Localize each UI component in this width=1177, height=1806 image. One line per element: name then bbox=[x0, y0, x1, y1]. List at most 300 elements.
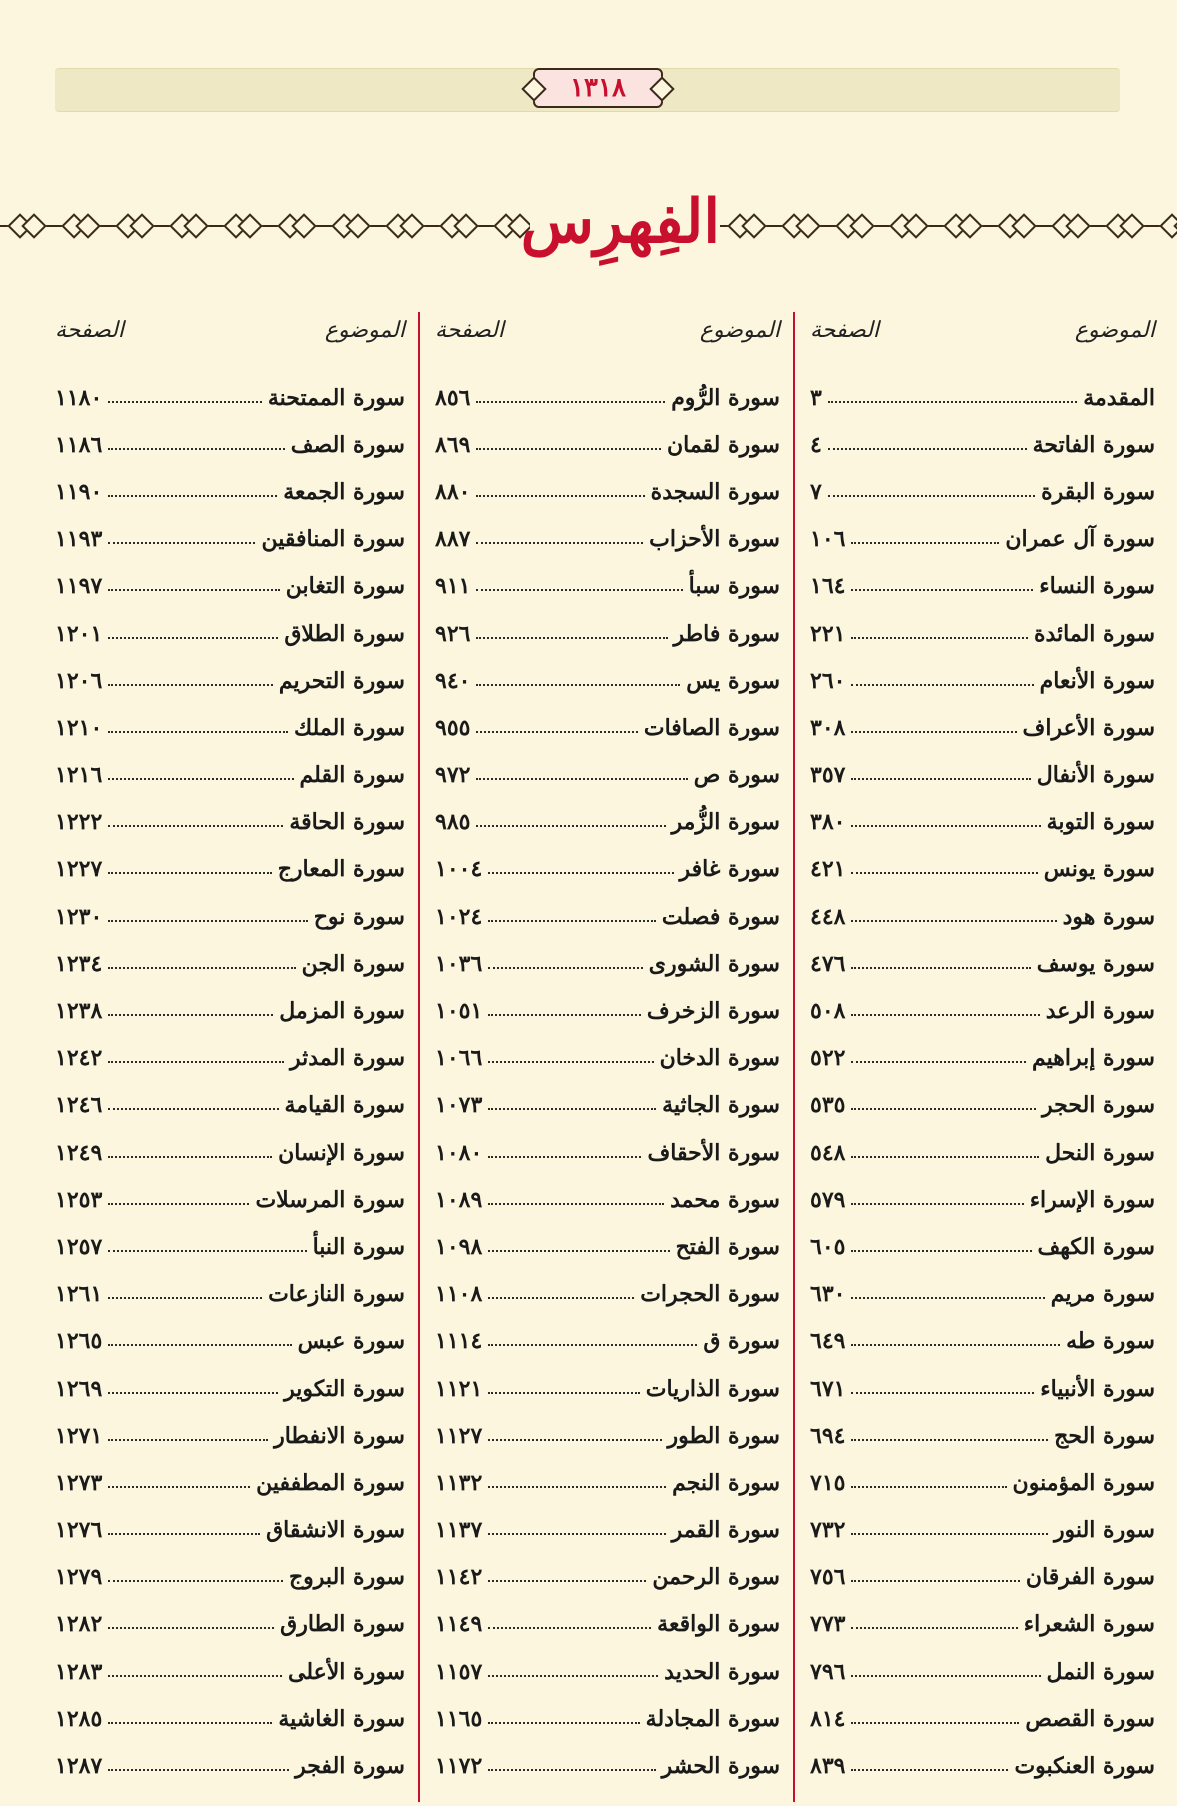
entry-page: ٦٩٤ bbox=[810, 1422, 846, 1449]
entry-title: سورة لقمان bbox=[666, 431, 780, 458]
ornament-motif bbox=[67, 216, 95, 236]
entry-page: ١٢٠٦ bbox=[55, 667, 103, 694]
index-entry bbox=[810, 1695, 1155, 1742]
leader-dots bbox=[828, 401, 1077, 403]
entry-page: ١٢٢٧ bbox=[55, 856, 103, 883]
entry-title: سورة النجم bbox=[672, 1469, 780, 1496]
entry-page: ١٢٥٧ bbox=[55, 1233, 103, 1260]
entry-page: ٨٦٩ bbox=[435, 431, 471, 458]
index-entry bbox=[435, 1223, 780, 1270]
entry-page: ٤٤٨ bbox=[810, 903, 846, 930]
entry-title: سورة القلم bbox=[299, 762, 405, 789]
entry-title: سورة الصف bbox=[290, 431, 405, 458]
leader-dots bbox=[476, 401, 665, 403]
entry-page: ١١٩٣ bbox=[55, 526, 103, 553]
leader-dots bbox=[488, 872, 673, 874]
entry-page: ١٢٣٨ bbox=[55, 998, 103, 1025]
entry-title: سورة الأحقاف bbox=[647, 1139, 780, 1166]
entry-title: سورة الجن bbox=[301, 950, 405, 977]
entry-title: سورة الإسراء bbox=[1029, 1186, 1155, 1213]
entry-page: ١٢٦٥ bbox=[55, 1328, 103, 1355]
leader-dots bbox=[851, 1769, 1008, 1771]
entry-title: سورة الطور bbox=[667, 1422, 780, 1449]
entry-title: سورة الحجر bbox=[1042, 1092, 1155, 1119]
leader-dots bbox=[108, 589, 279, 591]
index-entry bbox=[55, 610, 405, 657]
leader-dots bbox=[851, 1156, 1039, 1158]
leader-dots bbox=[488, 1627, 651, 1629]
index-entry bbox=[810, 421, 1155, 468]
entry-title: سورة الإنسان bbox=[278, 1139, 405, 1166]
leader-dots bbox=[851, 731, 1016, 733]
index-entry bbox=[435, 1459, 780, 1506]
entry-page: ٣٨٠ bbox=[810, 809, 846, 836]
entry-title: سورة غافر bbox=[679, 856, 780, 883]
topic-header: الموضوع bbox=[1074, 318, 1155, 343]
index-entry bbox=[55, 421, 405, 468]
entry-page: ١٠٧٣ bbox=[435, 1092, 483, 1119]
column-header bbox=[55, 318, 405, 358]
index-entry bbox=[435, 1271, 780, 1318]
leader-dots bbox=[851, 1108, 1036, 1110]
entry-page: ١٦٤ bbox=[810, 573, 846, 600]
index-entry bbox=[810, 1648, 1155, 1695]
entry-page: ٨٥٦ bbox=[435, 384, 471, 411]
entry-page: ٩٨٥ bbox=[435, 809, 471, 836]
leader-dots bbox=[851, 1250, 1031, 1252]
entry-page: ١١٢٧ bbox=[435, 1422, 483, 1449]
index-column-3 bbox=[55, 318, 405, 1790]
leader-dots bbox=[851, 967, 1030, 969]
index-entry bbox=[810, 1129, 1155, 1176]
ornament-motif bbox=[283, 216, 311, 236]
entry-page: ١٢٨٥ bbox=[55, 1705, 103, 1732]
entry-page: ١٢٧٩ bbox=[55, 1564, 103, 1591]
index-entry bbox=[810, 704, 1155, 751]
entry-page: ٧٩٦ bbox=[810, 1658, 846, 1685]
entry-title: سورة الفتح bbox=[675, 1233, 780, 1260]
entry-page: ٥٣٥ bbox=[810, 1092, 846, 1119]
index-entry bbox=[55, 1365, 405, 1412]
index-column-2 bbox=[435, 318, 780, 1790]
index-entry bbox=[810, 799, 1155, 846]
page-header: الصفحة bbox=[55, 318, 125, 343]
index-entry bbox=[435, 1318, 780, 1365]
entry-title: سورة الزُّمر bbox=[671, 809, 780, 836]
entry-title: سورة الفاتحة bbox=[1032, 431, 1155, 458]
ornament-motif bbox=[895, 216, 923, 236]
leader-dots bbox=[108, 684, 273, 686]
index-entry bbox=[55, 987, 405, 1034]
entry-page: ١٢٧٦ bbox=[55, 1517, 103, 1544]
entry-title: سورة الحديد bbox=[664, 1658, 780, 1685]
ornament-motif bbox=[1165, 216, 1177, 236]
entry-title: سورة القيامة bbox=[284, 1092, 405, 1119]
entry-page: ٥٧٩ bbox=[810, 1186, 846, 1213]
index-entry bbox=[55, 1412, 405, 1459]
leader-dots bbox=[488, 1108, 656, 1110]
leader-dots bbox=[488, 1014, 641, 1016]
index-entry bbox=[55, 1695, 405, 1742]
entry-title: سورة المجادلة bbox=[645, 1705, 780, 1732]
entry-list bbox=[55, 374, 405, 1790]
entry-page: ٨٨٧ bbox=[435, 526, 471, 553]
index-entry bbox=[435, 893, 780, 940]
entry-title: سورة الصافات bbox=[643, 714, 780, 741]
entry-title: سورة مريم bbox=[1050, 1281, 1155, 1308]
leader-dots bbox=[476, 589, 682, 591]
leader-dots bbox=[851, 1627, 1017, 1629]
leader-dots bbox=[476, 778, 687, 780]
leader-dots bbox=[488, 1769, 655, 1771]
index-entry bbox=[55, 563, 405, 610]
entry-page: ١٢٦١ bbox=[55, 1281, 103, 1308]
entry-page: ١١٣٧ bbox=[435, 1517, 483, 1544]
entry-title: سورة عبس bbox=[297, 1328, 405, 1355]
entry-title: سورة التكوير bbox=[284, 1375, 405, 1402]
index-entry bbox=[435, 1412, 780, 1459]
index-entry bbox=[810, 657, 1155, 704]
entry-title: سورة الأعراف bbox=[1022, 714, 1155, 741]
index-entry bbox=[810, 563, 1155, 610]
index-entry bbox=[810, 1176, 1155, 1223]
ornament-motif bbox=[13, 216, 41, 236]
leader-dots bbox=[108, 495, 277, 497]
entry-title: سورة الحاقة bbox=[289, 809, 405, 836]
index-entry bbox=[435, 421, 780, 468]
entry-page: ١٢٠١ bbox=[55, 620, 103, 647]
index-entry bbox=[435, 1742, 780, 1789]
leader-dots bbox=[851, 637, 1028, 639]
index-entry bbox=[435, 1695, 780, 1742]
entry-page: ١١٨٦ bbox=[55, 431, 103, 458]
entry-page: ٤٧٦ bbox=[810, 950, 846, 977]
entry-page: ١٠٠٤ bbox=[435, 856, 483, 883]
entry-page: ١٢٣٤ bbox=[55, 950, 103, 977]
index-entry bbox=[810, 1412, 1155, 1459]
entry-title: سورة السجدة bbox=[650, 478, 780, 505]
entry-title: سورة العنكبوت bbox=[1014, 1753, 1155, 1780]
entry-page: ٣٥٧ bbox=[810, 762, 846, 789]
index-entry bbox=[435, 374, 780, 421]
entry-title: سورة الأحزاب bbox=[649, 526, 780, 553]
entry-page: ٩٤٠ bbox=[435, 667, 471, 694]
entry-page: ١١٣٢ bbox=[435, 1469, 483, 1496]
entry-title: سورة الرُّوم bbox=[671, 384, 780, 411]
leader-dots bbox=[851, 1344, 1060, 1346]
leader-dots bbox=[488, 1533, 665, 1535]
entry-title: سورة المائدة bbox=[1033, 620, 1155, 647]
entry-title: سورة الدخان bbox=[659, 1045, 780, 1072]
entry-page: ٧١٥ bbox=[810, 1469, 846, 1496]
entry-title: سورة ص bbox=[693, 762, 780, 789]
entry-title: سورة التحريم bbox=[278, 667, 405, 694]
entry-title: سورة المعارج bbox=[277, 856, 405, 883]
entry-page: ٧٧٣ bbox=[810, 1611, 846, 1638]
leader-dots bbox=[851, 684, 1033, 686]
leader-dots bbox=[108, 1203, 249, 1205]
leader-dots bbox=[828, 495, 1035, 497]
entry-page: ١٢٦٩ bbox=[55, 1375, 103, 1402]
leader-dots bbox=[108, 872, 271, 874]
ornament-motif bbox=[175, 216, 203, 236]
index-entry bbox=[435, 610, 780, 657]
index-entry bbox=[55, 1554, 405, 1601]
entry-title: سورة النحل bbox=[1045, 1139, 1155, 1166]
index-entry bbox=[435, 1035, 780, 1082]
index-entry bbox=[810, 987, 1155, 1034]
index-entry bbox=[435, 1554, 780, 1601]
leader-dots bbox=[851, 1203, 1023, 1205]
leader-dots bbox=[108, 1297, 262, 1299]
index-entry bbox=[435, 468, 780, 515]
leader-dots bbox=[851, 1014, 1039, 1016]
entry-title: سورة الأنبياء bbox=[1040, 1375, 1155, 1402]
entry-page: ١٢٨٢ bbox=[55, 1611, 103, 1638]
entry-page: ٩٧٢ bbox=[435, 762, 471, 789]
ornament-motif bbox=[229, 216, 257, 236]
entry-title: سورة القمر bbox=[671, 1517, 780, 1544]
entry-title: سورة البقرة bbox=[1041, 478, 1155, 505]
index-entry bbox=[810, 1082, 1155, 1129]
index-entry bbox=[55, 1507, 405, 1554]
entry-page: ٤ bbox=[810, 431, 822, 458]
entry-page: ٣ bbox=[810, 384, 822, 411]
entry-title: سورة الرحمن bbox=[652, 1564, 780, 1591]
entry-page: ١١٨٠ bbox=[55, 384, 103, 411]
index-entry bbox=[55, 1129, 405, 1176]
entry-title: سورة سبأ bbox=[688, 573, 780, 600]
leader-dots bbox=[108, 542, 255, 544]
leader-dots bbox=[476, 495, 644, 497]
column-header bbox=[435, 318, 780, 358]
entry-page: ١٢٨٣ bbox=[55, 1658, 103, 1685]
index-entry bbox=[55, 704, 405, 751]
entry-page: ١١٤٢ bbox=[435, 1564, 483, 1591]
leader-dots bbox=[851, 1722, 1019, 1724]
index-entry bbox=[810, 1035, 1155, 1082]
entry-title: سورة الملك bbox=[294, 714, 405, 741]
ornament-border-right bbox=[720, 208, 1177, 244]
index-entry bbox=[810, 940, 1155, 987]
leader-dots bbox=[108, 1439, 268, 1441]
entry-title: سورة القصص bbox=[1025, 1705, 1155, 1732]
index-entry bbox=[55, 1035, 405, 1082]
entry-page: ١٢٨٧ bbox=[55, 1753, 103, 1780]
leader-dots bbox=[108, 778, 293, 780]
leader-dots bbox=[488, 1580, 646, 1582]
entry-title: سورة الكهف bbox=[1037, 1233, 1155, 1260]
entry-page: ٦٤٩ bbox=[810, 1328, 846, 1355]
leader-dots bbox=[851, 1533, 1047, 1535]
leader-dots bbox=[488, 1722, 639, 1724]
ornament-motif bbox=[1057, 216, 1085, 236]
index-entry bbox=[55, 752, 405, 799]
entry-title: سورة إبراهيم bbox=[1032, 1045, 1155, 1072]
index-entry bbox=[435, 1601, 780, 1648]
entry-page: ١١٩٠ bbox=[55, 478, 103, 505]
entry-page: ٩٥٥ bbox=[435, 714, 471, 741]
index-title: الفِهرِس bbox=[520, 187, 720, 257]
entry-title: سورة ق bbox=[703, 1328, 780, 1355]
entry-title: سورة فصلت bbox=[661, 903, 780, 930]
leader-dots bbox=[851, 589, 1033, 591]
entry-page: ٩٢٦ bbox=[435, 620, 471, 647]
leader-dots bbox=[108, 1344, 291, 1346]
entry-title: سورة الواقعة bbox=[657, 1611, 780, 1638]
entry-title: سورة الشعراء bbox=[1023, 1611, 1155, 1638]
leader-dots bbox=[108, 1250, 306, 1252]
entry-page: ٧٥٦ bbox=[810, 1564, 846, 1591]
entry-page: ١٠٣٦ bbox=[435, 950, 483, 977]
leader-dots bbox=[488, 920, 656, 922]
entry-page: ١٢٤٢ bbox=[55, 1045, 103, 1072]
leader-dots bbox=[851, 1675, 1040, 1677]
entry-title: سورة الجاثية bbox=[662, 1092, 780, 1119]
index-entry bbox=[55, 1223, 405, 1270]
index-entry bbox=[55, 1459, 405, 1506]
entry-title: سورة الزخرف bbox=[646, 998, 780, 1025]
leader-dots bbox=[488, 1392, 639, 1394]
index-entry bbox=[810, 846, 1155, 893]
index-entry bbox=[55, 1271, 405, 1318]
entry-page: ١١٤٩ bbox=[435, 1611, 483, 1638]
entry-title: سورة يس bbox=[686, 667, 780, 694]
leader-dots bbox=[851, 542, 999, 544]
entry-page: ١١٧٢ bbox=[435, 1753, 483, 1780]
leader-dots bbox=[488, 1486, 666, 1488]
entry-page: ٢٦٠ bbox=[810, 667, 846, 694]
leader-dots bbox=[108, 1061, 284, 1063]
index-entry bbox=[435, 704, 780, 751]
leader-dots bbox=[108, 401, 262, 403]
leader-dots bbox=[488, 1675, 658, 1677]
leader-dots bbox=[851, 1580, 1019, 1582]
leader-dots bbox=[476, 684, 680, 686]
entry-title: سورة الأعلى bbox=[287, 1658, 405, 1685]
entry-page: ٦٧١ bbox=[810, 1375, 846, 1402]
ornament-motif bbox=[733, 216, 761, 236]
entry-page: ١٠٥١ bbox=[435, 998, 483, 1025]
index-entry bbox=[55, 657, 405, 704]
index-entry bbox=[55, 1176, 405, 1223]
index-entry bbox=[55, 516, 405, 563]
leader-dots bbox=[488, 1061, 653, 1063]
index-entry bbox=[55, 1082, 405, 1129]
topic-header: الموضوع bbox=[699, 318, 780, 343]
leader-dots bbox=[476, 637, 667, 639]
entry-title: سورة النساء bbox=[1039, 573, 1155, 600]
entry-title: سورة المطففين bbox=[256, 1469, 405, 1496]
entry-page: ١٢٤٩ bbox=[55, 1139, 103, 1166]
ornament-motif bbox=[841, 216, 869, 236]
leader-dots bbox=[851, 920, 1056, 922]
ornament-motif bbox=[949, 216, 977, 236]
leader-dots bbox=[488, 1439, 661, 1441]
entry-page: ٦٠٥ bbox=[810, 1233, 846, 1260]
index-entry bbox=[810, 468, 1155, 515]
entry-title: سورة المؤمنون bbox=[1012, 1469, 1155, 1496]
entry-title: سورة يوسف bbox=[1036, 950, 1155, 977]
index-entry bbox=[810, 610, 1155, 657]
topic-header: الموضوع bbox=[324, 318, 405, 343]
entry-title: سورة نوح bbox=[313, 903, 405, 930]
entry-title: المقدمة bbox=[1083, 384, 1155, 411]
leader-dots bbox=[851, 1061, 1026, 1063]
entry-list bbox=[810, 374, 1155, 1790]
entry-page: ١٢١٦ bbox=[55, 762, 103, 789]
entry-title: سورة الطلاق bbox=[284, 620, 405, 647]
index-entry bbox=[435, 657, 780, 704]
entry-title: سورة النمل bbox=[1046, 1658, 1155, 1685]
leader-dots bbox=[476, 825, 665, 827]
column-header bbox=[810, 318, 1155, 358]
entry-title: سورة المدثر bbox=[290, 1045, 405, 1072]
ornament-border-left bbox=[0, 208, 530, 244]
entry-title: سورة الحشر bbox=[661, 1753, 780, 1780]
index-entry bbox=[810, 516, 1155, 563]
leader-dots bbox=[488, 1250, 669, 1252]
leader-dots bbox=[108, 637, 278, 639]
leader-dots bbox=[108, 1392, 278, 1394]
index-entry bbox=[435, 799, 780, 846]
entry-title: سورة محمد bbox=[670, 1186, 780, 1213]
leader-dots bbox=[488, 967, 642, 969]
entry-page: ٩١١ bbox=[435, 573, 471, 600]
index-column-1 bbox=[810, 318, 1155, 1790]
leader-dots bbox=[851, 778, 1030, 780]
entry-title: سورة البروج bbox=[288, 1564, 405, 1591]
entry-page: ١١٢١ bbox=[435, 1375, 483, 1402]
entry-page: ١٠٩٨ bbox=[435, 1233, 483, 1260]
index-entry bbox=[435, 846, 780, 893]
ornament-motif bbox=[445, 216, 473, 236]
index-entry bbox=[810, 1365, 1155, 1412]
leader-dots bbox=[488, 1156, 641, 1158]
index-entry bbox=[810, 1271, 1155, 1318]
entry-page: ١١١٤ bbox=[435, 1328, 483, 1355]
leader-dots bbox=[108, 825, 283, 827]
entry-title: سورة الحجرات bbox=[640, 1281, 780, 1308]
page-number-badge: ١٣١٨ bbox=[533, 68, 663, 108]
entry-page: ١٢٣٠ bbox=[55, 903, 103, 930]
leader-dots bbox=[851, 1486, 1006, 1488]
entry-title: سورة المزمل bbox=[279, 998, 405, 1025]
entry-title: سورة طه bbox=[1066, 1328, 1155, 1355]
leader-dots bbox=[851, 825, 1040, 827]
index-entry bbox=[435, 563, 780, 610]
entry-page: ٨٨٠ bbox=[435, 478, 471, 505]
index-entry bbox=[55, 1648, 405, 1695]
index-entry bbox=[55, 374, 405, 421]
column-divider bbox=[793, 312, 795, 1802]
leader-dots bbox=[108, 1014, 273, 1016]
leader-dots bbox=[476, 542, 643, 544]
leader-dots bbox=[851, 1392, 1034, 1394]
index-entry bbox=[810, 1601, 1155, 1648]
entry-title: سورة النور bbox=[1053, 1517, 1155, 1544]
entry-page: ٥٢٢ bbox=[810, 1045, 846, 1072]
index-entry bbox=[810, 752, 1155, 799]
index-entry bbox=[55, 893, 405, 940]
leader-dots bbox=[108, 1580, 283, 1582]
leader-dots bbox=[108, 1675, 282, 1677]
entry-page: ٧٣٢ bbox=[810, 1517, 846, 1544]
leader-dots bbox=[851, 872, 1037, 874]
entry-page: ١٢٥٣ bbox=[55, 1186, 103, 1213]
entry-title: سورة الطارق bbox=[280, 1611, 405, 1638]
entry-page: ٥٤٨ bbox=[810, 1139, 846, 1166]
